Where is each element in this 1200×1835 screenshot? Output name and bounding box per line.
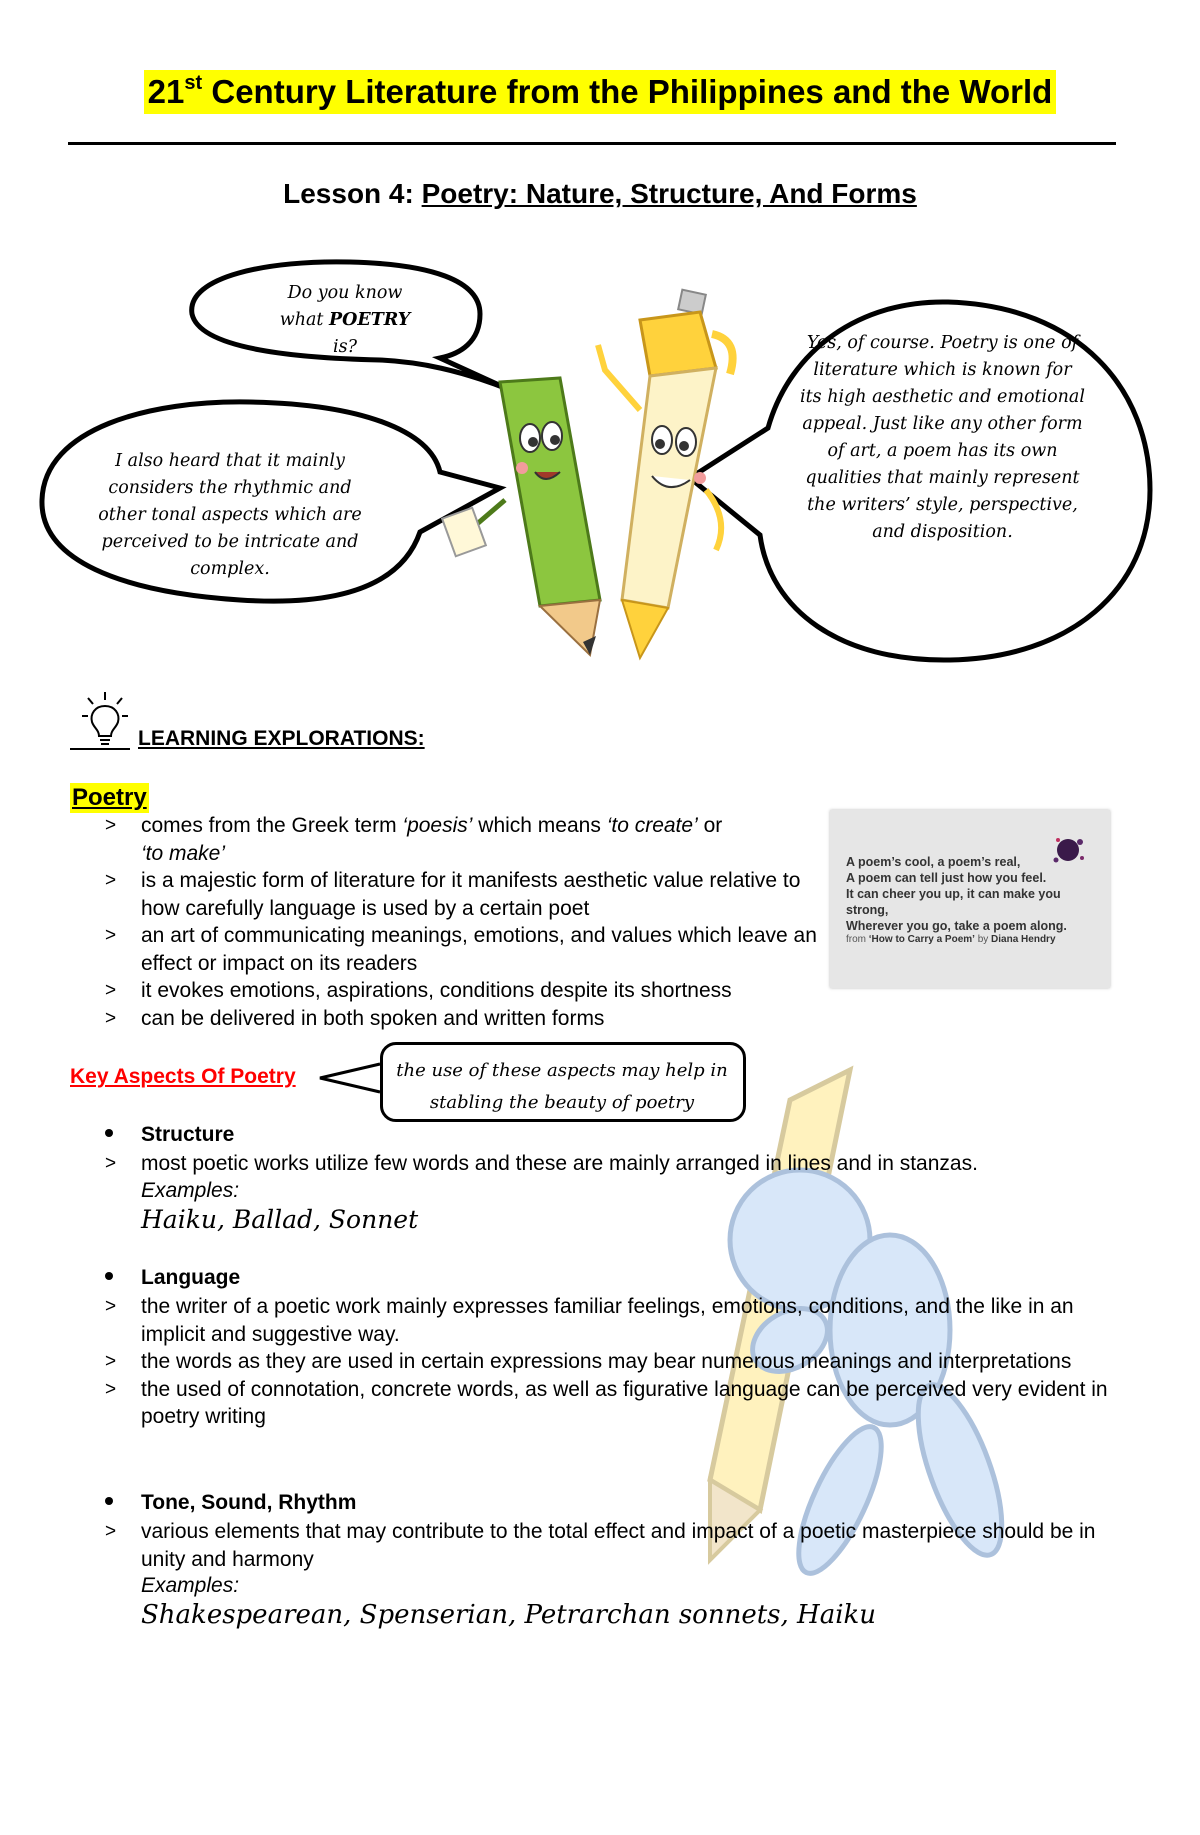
poem-attribution: from ‘How to Carry a Poem’ by Diana Hendry [846, 934, 1056, 945]
poem-quote-image [830, 810, 1110, 988]
callout-pointer [300, 1060, 390, 1096]
list-item: > comes from the Greek term ‘poesis’ which means ‘to create’ or ‘to make’ [105, 814, 723, 865]
lesson-heading [0, 178, 1200, 210]
structure-examples: Haiku, Ballad, Sonnet [141, 1204, 419, 1234]
key-aspects-heading: Key Aspects Of Poetry [70, 1065, 296, 1088]
language-section [70, 1263, 1130, 1431]
poetry-definition-list [70, 812, 830, 1032]
right-bubble-text: Yes, of course. Poetry is one of literature which is known for its high aesthetic and emotional appeal. Just like any other form of art, a poem has its own qualities that mainly represent the writers’ style, perspective, and disposition. [800, 333, 1085, 542]
poetry-heading: Poetry [72, 784, 147, 811]
list-item: > most poetic works utilize few words and these are mainly arranged in lines and in stanzas. [105, 1152, 978, 1175]
structure-heading: Structure [70, 1120, 1130, 1150]
header-rule [68, 142, 1116, 145]
list-item: > the used of connotation, concrete words, as well as figurative language can be perceived very evident in poetry writing [105, 1377, 1108, 1428]
list-item: > can be delivered in both spoken and written forms [105, 1006, 605, 1030]
language-heading: Language [70, 1263, 1130, 1293]
pencil-character [442, 378, 600, 655]
poem-lines: A poem’s cool, a poem’s real, A poem can tell just how you feel. It can cheer you up, it can make you strong, Wherever you go, take a poem along. [846, 855, 1067, 933]
structure-examples-label: Examples: [141, 1178, 240, 1202]
question-line-3: is? [333, 337, 357, 357]
structure-list [70, 1150, 1130, 1178]
question-bubble-text [240, 280, 450, 361]
list-item: > the words as they are used in certain expressions may bear numerous meanings and interpretations [105, 1350, 1072, 1373]
learning-explorations-heading: LEARNING EXPLORATIONS: [138, 727, 425, 750]
tone-examples: Shakespearean, Spenserian, Petrarchan sonnets, Haiku [141, 1600, 877, 1630]
structure-section [70, 1120, 1130, 1236]
question-line-2: what POETRY [279, 310, 411, 330]
list-item: > various elements that may contribute to the total effect and impact of a poetic masterpiece should be in unity and harmony [105, 1520, 1096, 1571]
tone-section [70, 1488, 1130, 1631]
question-line-1: Do you know [287, 283, 403, 303]
list-item: > an art of communicating meanings, emotions, and values which leave an effect or impact on its readers [105, 924, 817, 975]
tone-examples-label: Examples: [141, 1574, 240, 1597]
lightbulb-icon [80, 690, 130, 750]
document-title-wrap [0, 70, 1200, 114]
key-aspects-callout-text: the use of these aspects may help in stabling the beauty of poetry [396, 1060, 728, 1113]
tone-heading: Tone, Sound, Rhythm [70, 1488, 1130, 1518]
left-bubble-text: I also heard that it mainly considers the rhythmic and other tonal aspects which are perceived to be intricate and complex. [98, 451, 362, 579]
learning-rule [70, 748, 130, 750]
tone-list [70, 1518, 1130, 1573]
list-item: > is a majestic form of literature for it manifests aesthetic value relative to how carefully language is used by a certain poet [105, 869, 801, 920]
document-title: 21st Century Literature from the Philippines and the World [144, 70, 1057, 114]
lesson-title: Poetry: Nature, Structure, And Forms [421, 178, 917, 209]
lesson-label: Lesson 4: [283, 178, 422, 209]
language-list [70, 1293, 1130, 1431]
list-item: > the writer of a poetic work mainly expresses familiar feelings, emotions, conditions, and the like in an implicit and suggestive way. [105, 1295, 1074, 1346]
list-item: > it evokes emotions, aspirations, conditions despite its shortness [105, 979, 732, 1002]
